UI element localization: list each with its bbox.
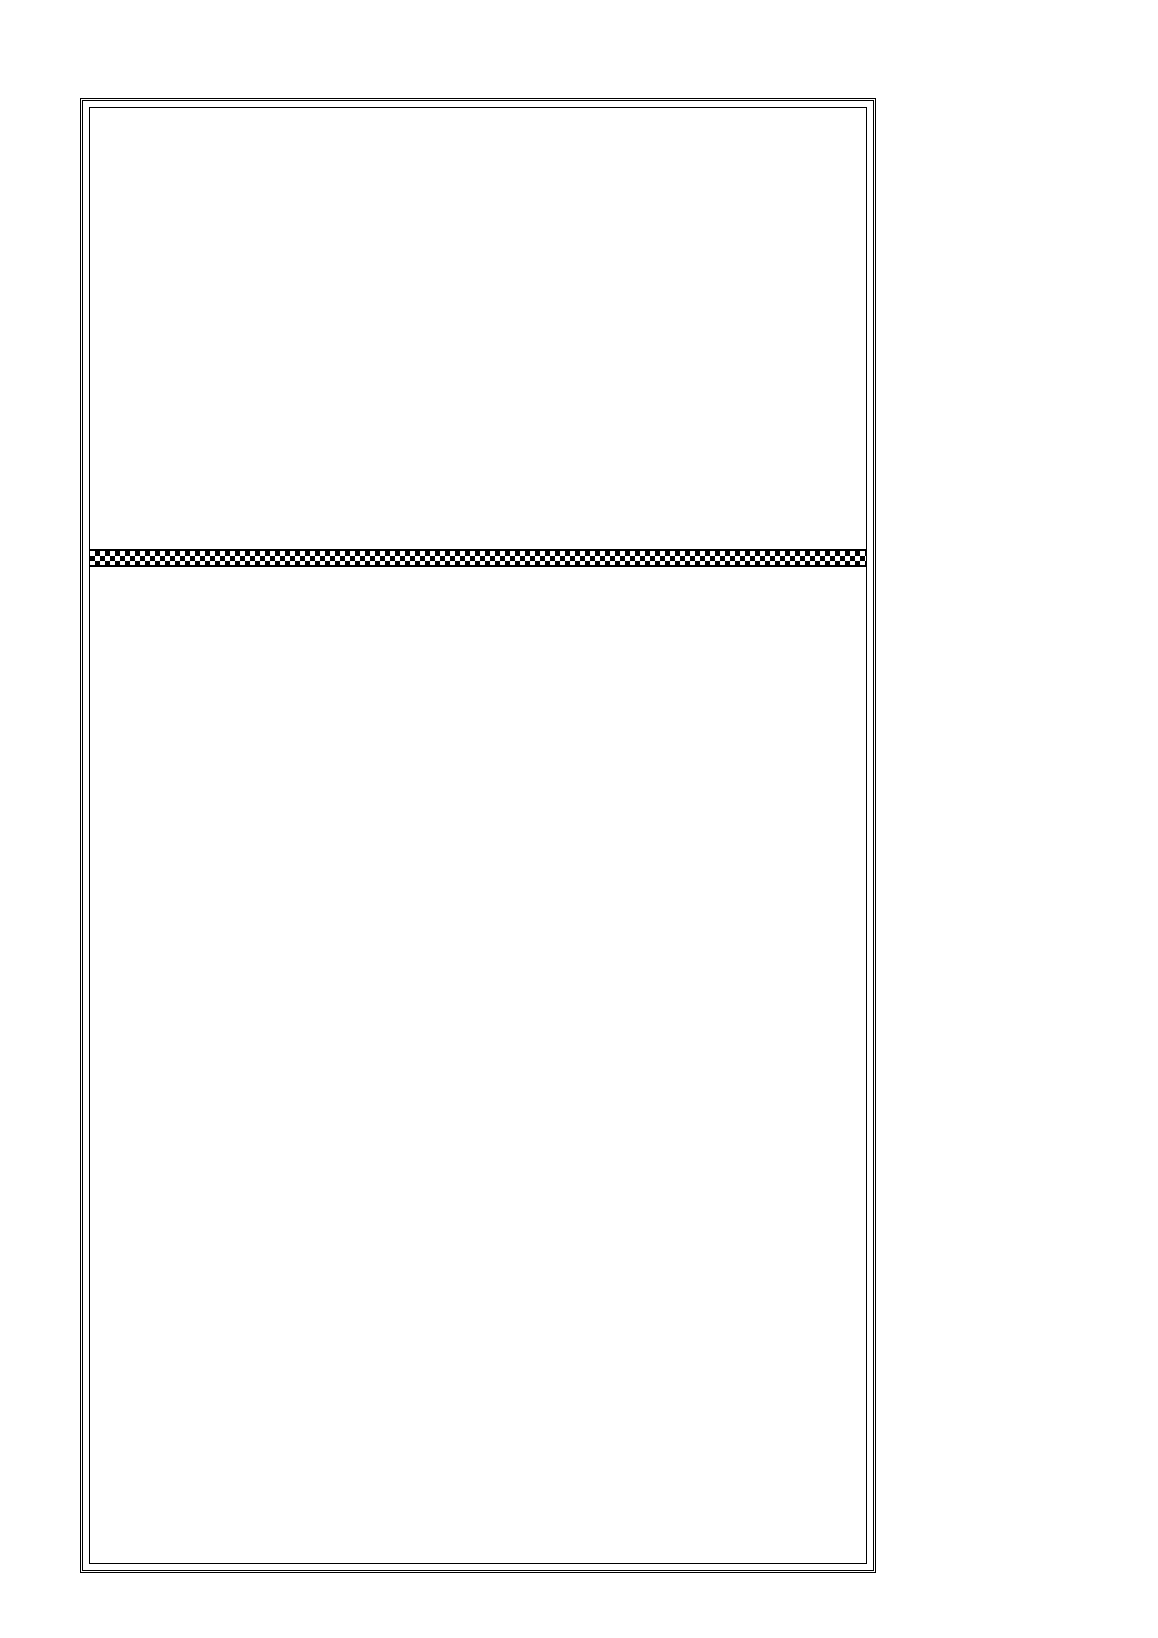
checkered-divider	[90, 549, 866, 567]
page-frame-inner	[89, 107, 867, 1564]
page-frame	[80, 98, 876, 1573]
